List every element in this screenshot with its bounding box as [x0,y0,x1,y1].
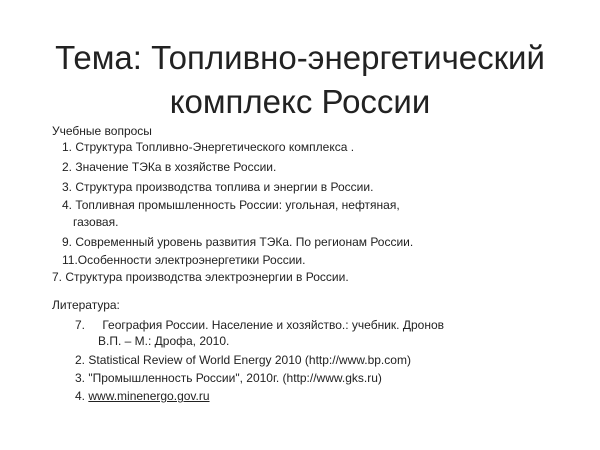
question-text: Структура Топливно-Энергетического комплекса . [75,140,355,154]
literature-number: 7. [75,318,86,332]
literature-number: 3. [75,371,86,385]
slide-title-line-2: комплекс России [169,83,431,120]
question-item-continuation [73,215,118,230]
literature-number: 4. [75,389,86,403]
question-text: Особенности электроэнергетики России. [77,253,306,267]
question-item [62,160,276,175]
literature-text: География России. Население и хозяйство.: учебник. Дронов [102,318,444,332]
question-number: 2. [62,160,73,174]
literature-heading: Литература: [52,298,120,312]
literature-text: Statistical Review of World Energy 2010 (http://www.bp.com) [88,353,411,367]
literature-item [75,318,444,333]
literature-text: "Промышленность России", 2010г. (http://www.gks.ru) [88,371,382,385]
question-item [62,180,373,195]
question-number: 7. [52,270,63,284]
literature-item [75,353,411,368]
question-item [52,270,349,285]
question-text: Современный уровень развития ТЭКа. По регионам России. [75,235,414,249]
question-text: Значение ТЭКа в хозяйстве России. [75,160,277,174]
literature-text-continuation: В.П. – М.: Дрофа, 2010. [98,334,230,348]
question-text: Структура производства электроэнергии в России. [65,270,349,284]
question-item [62,235,413,250]
slide-title-line-1: Тема: Топливно-энергетический [55,39,545,76]
question-text: Топливная промышленность России: угольная, нефтяная, [75,198,400,212]
question-text: Структура производства топлива и энергии в России. [75,180,374,194]
question-number: 1. [62,140,73,154]
question-number: 9. [62,235,73,249]
question-number: 11. [62,253,78,267]
question-number: 4. [62,198,73,212]
literature-number: 2. [75,353,86,367]
literature-item [75,371,382,386]
slide-title [20,36,580,124]
question-item [62,140,354,155]
literature-item [75,389,210,404]
question-number: 3. [62,180,73,194]
question-text-continuation: газовая. [73,215,119,229]
literature-item-continuation [98,334,229,349]
question-item [62,198,400,213]
questions-heading: Учебные вопросы [52,124,152,138]
literature-link[interactable]: www.minenergo.gov.ru [88,389,210,403]
question-item [62,253,305,268]
